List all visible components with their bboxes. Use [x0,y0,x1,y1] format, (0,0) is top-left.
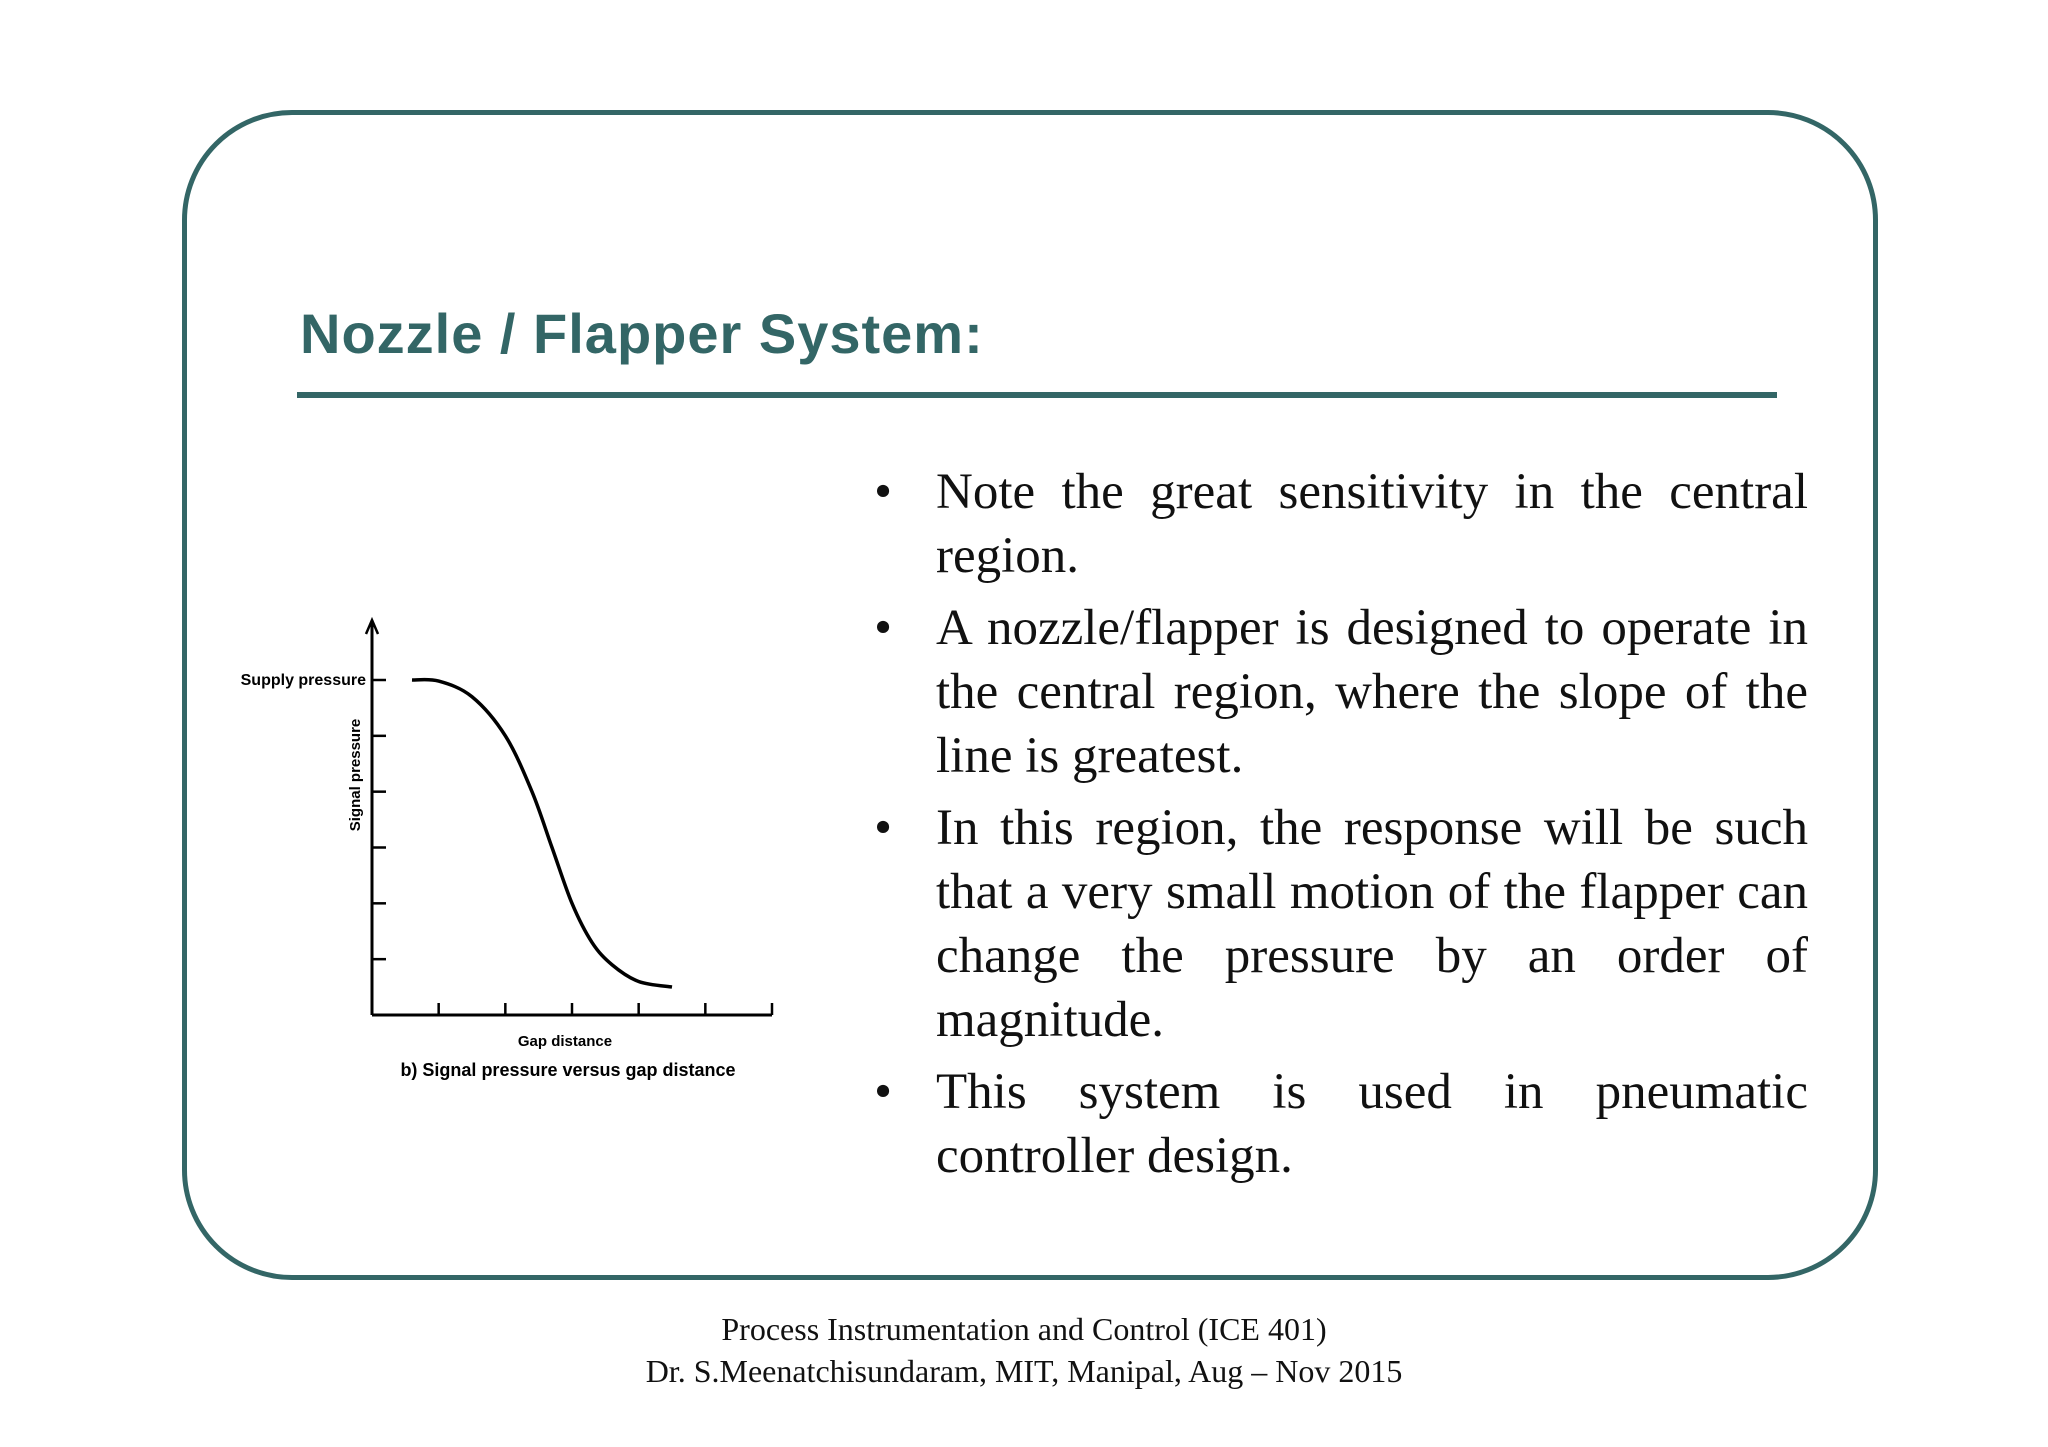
x-axis-label: Gap distance [517,1033,613,1050]
bullet-text: Note the great sensitivity in the central region. [936,464,1808,584]
slide-title: Nozzle / Flapper System: [300,302,984,365]
bullet-item [868,596,1808,788]
bullet-text: In this region, the response will be such that a very small motion of the flapper can change the pressure by an order of magnitude. [936,800,1808,1048]
bullet-text: This system is used in pneumatic controller design. [936,1064,1808,1184]
title-underline [297,392,1777,398]
y-axis-label: Signal pressure [347,718,364,832]
bullet-text: A nozzle/flapper is designed to operate in the central region, where the slope of the line is greatest. [936,600,1808,784]
bullet-list [868,460,1808,1196]
footer-course: Process Instrumentation and Control (ICE 401) [721,1311,1327,1347]
bullet-item [868,1060,1808,1188]
bullet-item [868,796,1808,1052]
bullet-item [868,460,1808,588]
bullet-marker: • [874,1064,892,1120]
chart-ticks [372,680,772,1015]
bullet-marker: • [874,600,892,656]
y-tick-label-supply: Supply pressure [240,672,366,689]
footer-author: Dr. S.Meenatchisundaram, MIT, Manipal, Aug – Nov 2015 [645,1353,1403,1389]
bullet-marker: • [874,800,892,856]
chart-caption: b) Signal pressure versus gap distance [400,1060,736,1080]
bullet-marker: • [874,464,892,520]
signal-pressure-chart [220,520,800,1100]
signal-pressure-curve [412,680,672,988]
